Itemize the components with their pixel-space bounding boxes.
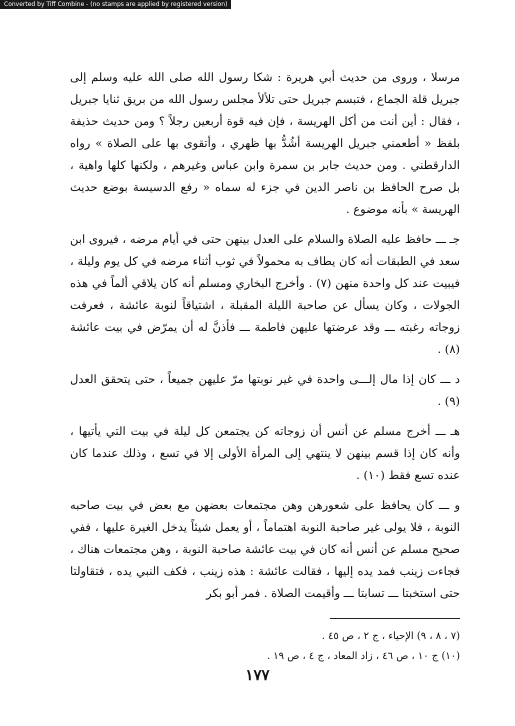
footnote-7-8-9: (٧ ، ٨ ، ٩) الإحياء ، ج ٢ ، ص ٤٥ . [321, 631, 460, 642]
paragraph-waw: و ـــ كان يحافظ على شعورهن وهن مجتمعات بعضهن مع بعض في بيت صاحبه النوبة ، فلا يولى غير صاحبة النوبة اهتماماً ، أو يعمل شيئاً يدخل الغيرة عليها ، ففي صحيح مسلم عن أنس أنه كان في بيت عائشة صاحبة النوبة ، وهن مجتمعات هناك ، فجاءت زينب فمد يده إليها ، فقالت عائشة : هذه زينب ، فكف النبي يده ، فتقاولتا حتى استخبتا ـــ تسابتا ـــ وأقيمت الصلاة . فمر أبو بكر [70, 498, 460, 600]
converter-banner: Converted by Tiff Combine - (no stamps are applied by registered version) [0, 0, 231, 9]
footnote-separator [330, 618, 460, 619]
footnote-10: (١٠) ج ١٠ ، ص ٤٦ ، زاد المعاد ، ج ٤ ، ص ١٩ . [266, 651, 460, 662]
page-number: ١٧٧ [245, 666, 270, 684]
paragraph-dal: د ـــ كان إذا مال إلـــى واحدة في غير نوبتها مرّ عليهن جميعاً ، حتى يتحقق العدل (٩) . [70, 372, 460, 408]
paragraph-1: مرسلا ، وروى من حديث أبي هريرة : شكا رسول الله صلى الله عليه وسلم إلى جبريل قلة الجماع ، فتبسم جبريل حتى تلألأ مجلس رسول الله من بريق ثنايا جبريل ، فقال : أين أنت من أكل الهريسة ، فإن فيه قوة أربعين رجلاً ؟ ومن حديث حذيفة بلفظ « أطعمني جبريل الهريسة أشُدُّ بها ظهري ، وأتقوى بها على الصلاة » رواه الدارقطني . ومن حديث جابر بن سمرة وابن عباس وغيرهم ، ولكنها كلها واهية ، بل صرح الحافظ بن ناصر الدين في جزء له سماه « رفع الدسيسة بوضع حديث الهريسة » بأنه موضوع . [70, 70, 460, 216]
page-body [70, 66, 460, 667]
paragraph-jim: جـ ـــ حافظ عليه الصلاة والسلام على العدل بينهن حتى في أيام مرضه ، فيروى ابن سعد في الطبقات أنه كان يطاف به محمولاً في ثوب أثناء مرضه في كل يوم وليلة ، فيبيت عند كل واحدة منهن (٧) . وأخرج البخاري ومسلم أنه كان يلاقي ألماً في هذه الجولات ، وكان يسأل عن صاحبة الليلة المقبلة ، اشتياقاً لنوبة عائشة ، فعرفت زوجاته رغبته ـــ وقد عرضتها عليهن فاطمة ـــ فأذنَّ له أن يمرّض في بيت عائشة (٨) . [70, 232, 460, 356]
paragraph-ha: هـ ـــ أخرج مسلم عن أنس أن زوجاته كن يجتمعن كل ليلة في بيت التي يأتيها ، وأنه كان إذا قسم بينهن لا ينتهي إلى المرأة الأولى إلا في تسع ، وذلك عندما كان عنده تسع فقط (١٠) . [70, 424, 460, 482]
